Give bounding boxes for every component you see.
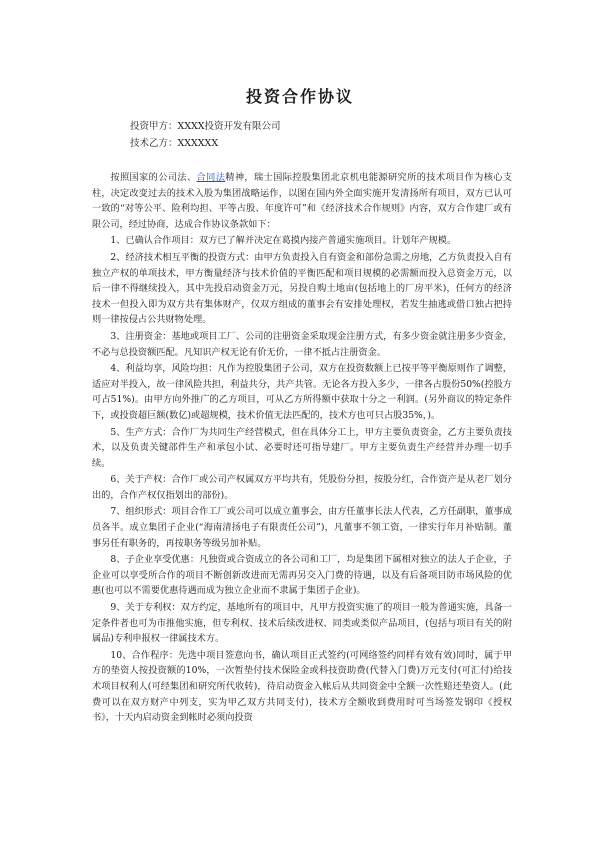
clause-3: 3、注册资金：基地或项目工厂、公司的注册资金采取现金注册方式，有多少资金就注册多少资金，不必与总投资额匹配。凡知识产权无论有价无价，一律不抵占注册资金。 — [92, 330, 512, 358]
clause-10: 10、合作程序：先选中项目签意向书，确认项目正式签约(可网络签约同样有效有效)同时，属于甲方的垫资人按投资额的10%，一次暂垫付技术保险金或科技资助费(代替入门费)万元支付(可汇付)给技术项目权利人(可经集团和研究所代收转)，待启动资金入帐后从共同资金中全额一次性赔还垫资人。(此费可以在双方财产中列支，实为甲乙双方共同支付)，技术方全额收到费用时可当场签发钢印《授权书》，十天内启动资金到帐时必须向投资 — [92, 649, 512, 724]
intro-paragraph — [92, 170, 512, 232]
document-title: 投资合作协议 — [245, 87, 354, 106]
clause-8: 8、子企业享受优惠：凡独资或合资成立的各公司和工厂，均是集团下属相对独立的法人子企业，子企业可以享受所合作的项目不断创新改进而无需再另交入门费的待遇，以及有后备项目防市场风险的优惠(也可以不需要优惠待遇而成为独立企业而不隶属于集团子企业)。 — [92, 554, 512, 597]
clause-1: 1、已确认合作项目：双方已了解并决定在葛摸内接产普通实施项目。计划年产规模。 — [110, 235, 457, 247]
parties-block — [130, 118, 281, 152]
party-b: 技术乙方：XXXXXX — [130, 138, 219, 149]
clause-7: 7、组织形式：项目合作工厂或公司可以成立董事会，由方任董事长法人代表，乙方任副职，董事成员各半。成立集团子企业(“海南清扬电子有限责任公司”)，凡董事不领工资，一律实行年月补贴制。董事另任有职务的，再按职务等级另加补贴。 — [92, 506, 512, 549]
clause-9: 9、关于专利权：双方约定，基地所有的项目中，凡甲方投资实施了的项目一般为普通实施，具备一定条件者也可为市推他实施，但专利权、技术后续改进权、同类或类似产品项目，(包括与项目有关的附属品)专利申报权一律属技术方。 — [92, 602, 512, 645]
contract-law-link[interactable]: 合同法 — [196, 172, 226, 183]
agreement-body — [92, 170, 512, 727]
clause-4: 4、利益均享，风险均担：凡作为控股集团子公司，双方在投资数额上已按平等平衡原则作了调整，适应对半投入，故一律风险共担，利益共分，共产共管。无论各方投入多少，一律各占股份50%(控股方可占51%)。由甲方向外推广的乙方项目，可从乙方所得额中获取十分之一利润。(另外商议的特定条件下，或投资超巨额(数亿)或超规模，技术价值无法匹配的，技术方也可只占股35%，)。 — [92, 363, 512, 421]
intro-text-pre: 按照国家的公司法、 — [110, 172, 197, 183]
clause-2: 2、经济技术相互平衡的投资方式：由甲方负责投入自有资金和部份急需之房地，乙方负责投入自有独立产权的单项技术，甲方衡量经济与技术价值的平衡匹配和项目规模的必需额而投入总资金万元，以后一律不得继续投入，其中先投启动资金万元，另投自购土地亩(包括地上的厂房平米)，任何方的经济技术一但投入即为双方共有集体财产，仅双方组成的董事会有安排处理权，若发生抽逃或借口独占把持则一律按侵占公共财物处理。 — [92, 251, 512, 326]
clause-5: 5、生产方式：合作厂为共同生产经营模式，但在具体分工上，甲方主要负责资金，乙方主要负责技术，以及负责关键部件生产和承包小试、必要时还可指导建厂。甲方主要负责生产经营并办理一切手续。 — [92, 426, 512, 469]
intro-text-post: 精神，瑞士国际控股集团北京机电能源研究所的技术项目作为核心支柱，决定改变过去的技术入股为集团战略运作，以图在国内外全面实施开发清扬所有项目，双方已认可一致的“对等公平、险利均担、平等占股、年度许可”和《经济技术合作规则》内容，双方合作建厂或有限公司，经过协商，达成合作协议条款如下： — [92, 172, 513, 230]
party-a: 投资甲方：XXXX投资开发有限公司 — [130, 121, 281, 132]
clause-6: 6、关于产权：合作厂或公司产权属双方平均共有，凭股份分担，按股分红，合作资产是从老厂划分出的，合作产权仅指划出的部份)。 — [92, 474, 512, 501]
